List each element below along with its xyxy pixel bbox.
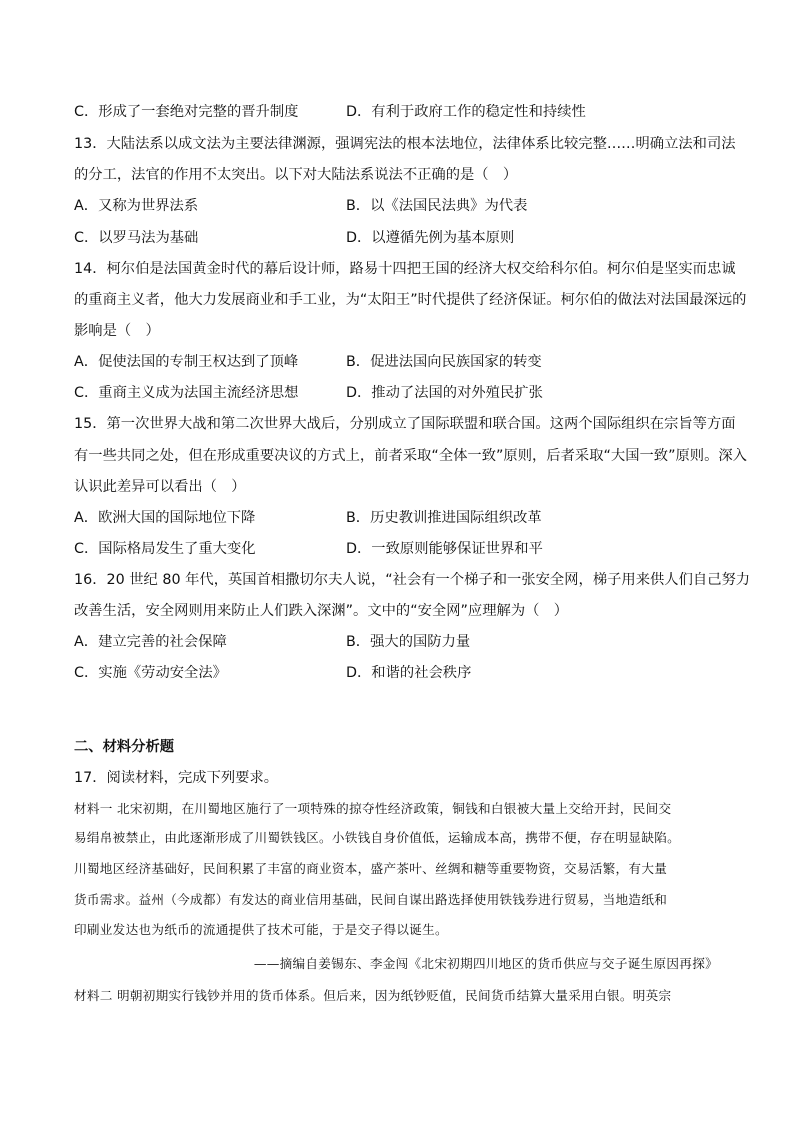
q15-option-d[interactable]: D．一致原则能够保证世界和平 [346,541,543,557]
q14-option-c[interactable]: C．重商主义成为法国主流经济思想 [74,385,299,401]
q14-option-b[interactable]: B．促进法国向民族国家的转变 [346,354,542,370]
q14-option-a[interactable]: A．促使法国的专制王权达到了顶峰 [74,354,299,370]
material1-line4: 货币需求。益州（今成都）有发达的商业信用基础，民间自谋出路选择使用铁钱券进行贸易，当地造纸和 [74,892,668,907]
q16-stem-line2: 改善生活，安全网则用来防止人们跌入深渊”。文中的“安全网”应理解为（ ） [74,603,569,619]
material2-line1: 材料二 明朝初期实行钱钞并用的货币体系。但后来，因为纸钞贬值，民间货币结算大量采用白银。明英宗 [74,988,672,1003]
q13-option-c[interactable]: C．以罗马法为基础 [74,230,199,246]
q14-option-d[interactable]: D．推动了法国的对外殖民扩张 [346,385,543,401]
q17-stem: 17．阅读材料，完成下列要求。 [74,770,279,786]
q14-stem-line2: 的重商主义者，他大力发展商业和手工业，为“太阳王”时代提供了经济保证。柯尔伯的做法对法国最深远的 [74,292,747,308]
section-heading: 二、材料分析题 [74,739,175,755]
q13-stem-line1: 13．大陆法系以成文法为主要法律渊源，强调宪法的根本法地位，法律体系比较完整……明确立法和司法 [74,136,736,152]
q16-option-d[interactable]: D．和谐的社会秩序 [346,665,472,681]
q16-option-a[interactable]: A．建立完善的社会保障 [74,634,227,650]
q15-stem-line3: 认识此差异可以看出（ ） [74,479,246,495]
q15-stem-line1: 15．第一次世界大战和第二次世界大战后，分别成立了国际联盟和联合国。这两个国际组织在宗旨等方面 [74,416,736,432]
q15-option-b[interactable]: B．历史教训推进国际组织改革 [346,510,542,526]
q12-option-d[interactable]: D．有利于政府工作的稳定性和持续性 [346,104,586,120]
q13-option-b[interactable]: B．以《法国民法典》为代表 [346,198,528,214]
q15-option-c[interactable]: C．国际格局发生了重大变化 [74,541,256,557]
q14-stem-line3: 影响是（ ） [74,323,160,339]
q16-option-c[interactable]: C．实施《劳动安全法》 [74,665,227,681]
material1-line2: 易绢帛被禁止，由此逐渐形成了川蜀铁钱区。小铁钱自身价值低，运输成本高，携带不便，存在明显缺陷。 [74,830,681,845]
material1-source: ——摘编自姜锡东、李金闯《北宋初期四川地区的货币供应与交子诞生原因再探》 [253,956,718,971]
q13-stem-line2: 的分工，法官的作用不太突出。以下对大陆法系说法不正确的是（ ） [74,167,518,183]
q16-option-b[interactable]: B．强大的国防力量 [346,634,471,650]
q13-option-d[interactable]: D．以遵循先例为基本原则 [346,230,515,246]
q12-option-c[interactable]: C．形成了一套绝对完整的晋升制度 [74,104,299,120]
q13-option-a[interactable]: A．又称为世界法系 [74,198,199,214]
q14-stem-line1: 14．柯尔伯是法国黄金时代的幕后设计师，路易十四把王国的经济大权交给科尔伯。柯尔伯是坚实而忠诚 [74,261,736,277]
material1-line1: 材料一 北宋初期，在川蜀地区施行了一项特殊的掠夺性经济政策，铜钱和白银被大量上交给开封，民间交 [74,801,672,816]
q15-stem-line2: 有一些共同之处，但在形成重要决议的方式上，前者采取“全体一致”原则，后者采取“大国一致”原则。深入 [74,448,747,464]
material1-line3: 川蜀地区经济基础好，民间积累了丰富的商业资本，盛产茶叶、丝绸和糖等重要物资，交易活繁，有大量 [74,861,668,876]
q16-stem-line1: 16．20 世纪 80 年代，英国首相撒切尔夫人说，“社会有一个梯子和一张安全网，梯子用来供人们自己努力 [74,572,751,588]
material1-line5: 印刷业发达也为纸币的流通提供了技术可能，于是交子得以诞生。 [74,922,448,937]
q15-option-a[interactable]: A．欧洲大国的国际地位下降 [74,510,256,526]
